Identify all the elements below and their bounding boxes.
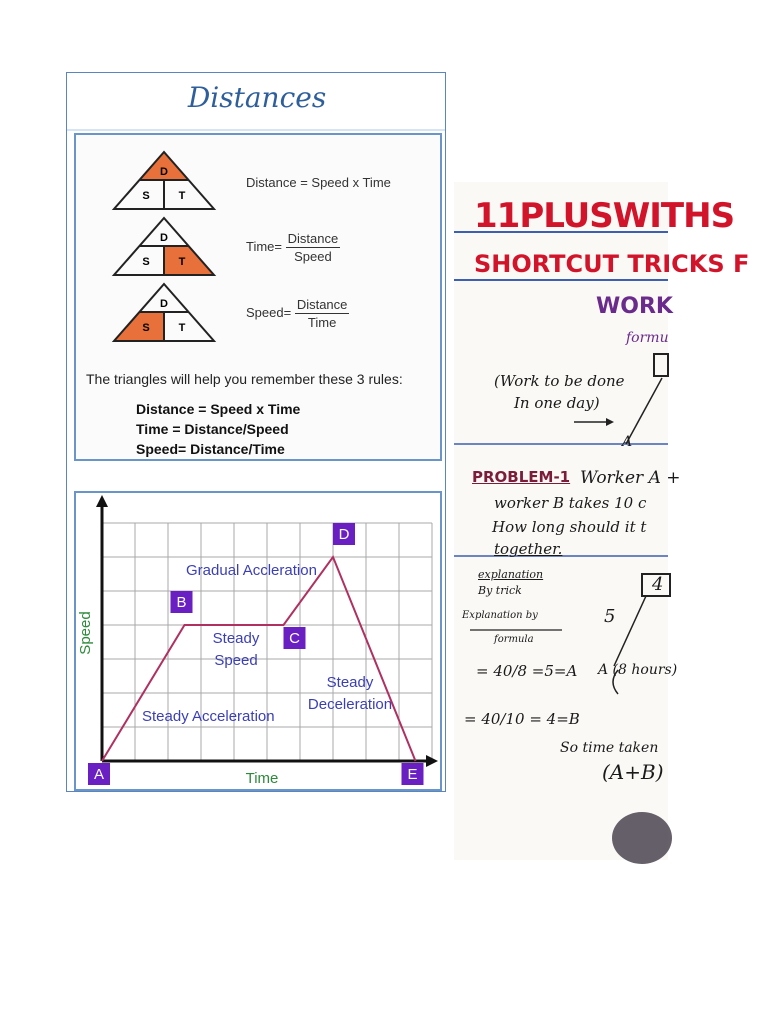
photo-expl3: Explanation by bbox=[462, 610, 538, 621]
photo-calc4: (A+B) bbox=[602, 760, 664, 784]
label-steady-decel-2: Deceleration bbox=[307, 696, 393, 713]
point-label-e bbox=[402, 763, 424, 785]
triangle-diagrams bbox=[114, 147, 224, 347]
tri1-right: T bbox=[178, 190, 186, 202]
point-label-c bbox=[284, 627, 306, 649]
triangle-distance bbox=[114, 152, 214, 209]
formula-time-den: Speed bbox=[294, 249, 332, 264]
graph-svg bbox=[76, 493, 440, 789]
formula-speed-num: Distance bbox=[296, 297, 348, 312]
photo-box-number: 4 bbox=[652, 574, 664, 595]
point-label-b bbox=[171, 591, 193, 613]
photo-note1: (Work to be done bbox=[494, 372, 625, 390]
photo-header: 11PLUSWITHS bbox=[474, 196, 735, 236]
formula-box bbox=[74, 133, 442, 461]
triangle-speed bbox=[114, 284, 214, 341]
formula-speed-den: Time bbox=[307, 315, 337, 330]
photo-calc1: = 40/8 =5=A bbox=[476, 662, 578, 680]
rule-speed: Speed= Distance/Time bbox=[136, 441, 285, 457]
photo-calc1-tail: A (8 hours) bbox=[598, 662, 678, 678]
tri2-left: S bbox=[142, 256, 150, 268]
tri1-top: D bbox=[160, 166, 168, 178]
photo-expl4: formula bbox=[494, 634, 534, 645]
photo-point-a: A bbox=[622, 434, 633, 450]
formula-time-num: Distance bbox=[287, 231, 339, 246]
formula-distance: Distance = Speed x Time bbox=[246, 175, 391, 190]
label-gradual-acceleration: Gradual Accleration bbox=[186, 562, 317, 579]
rules-intro: The triangles will help you remember these 3 rules: bbox=[86, 371, 403, 387]
triangle-time bbox=[114, 218, 214, 275]
photo-topic: WORK bbox=[596, 294, 673, 319]
tri1-left: S bbox=[142, 190, 150, 202]
label-steady-decel-1: Steady bbox=[326, 674, 374, 691]
point-letter: A bbox=[93, 766, 105, 783]
x-axis-label: Time bbox=[245, 770, 279, 787]
point-letter: C bbox=[289, 630, 300, 647]
point-label-a bbox=[88, 763, 110, 785]
tri3-right: T bbox=[178, 322, 186, 334]
tri3-left: S bbox=[142, 322, 150, 334]
y-axis-label: Speed bbox=[77, 611, 94, 655]
photo-problem-line1: Worker A + bbox=[580, 468, 681, 488]
graph-grid bbox=[102, 523, 432, 761]
photo-problem-label: PROBLEM-1 bbox=[472, 468, 571, 486]
tri2-right: T bbox=[178, 256, 186, 268]
formula-time bbox=[246, 231, 340, 264]
title-divider bbox=[67, 129, 445, 131]
y-axis-arrow bbox=[96, 495, 108, 507]
photo-subheader: SHORTCUT TRICKS F bbox=[474, 250, 750, 278]
point-letter: B bbox=[176, 594, 187, 611]
point-letter: E bbox=[407, 766, 418, 783]
distances-card bbox=[66, 72, 446, 792]
tri3-top: D bbox=[160, 298, 168, 310]
photo-problem-line2: worker B takes 10 c bbox=[494, 494, 647, 512]
photo-formula-label: formu bbox=[626, 330, 669, 346]
photo-calc3: So time taken bbox=[560, 740, 659, 756]
speed-time-graph bbox=[74, 491, 442, 791]
photo-expl2: By trick bbox=[478, 584, 522, 597]
rule-distance: Distance = Speed x Time bbox=[136, 401, 301, 417]
handwritten-notes-photo bbox=[454, 182, 750, 860]
photo-problem-line4: together. bbox=[494, 540, 563, 558]
photo-five: 5 bbox=[604, 606, 616, 627]
card-title: Distances bbox=[187, 81, 327, 114]
label-steady-acceleration: Steady Acceleration bbox=[142, 708, 275, 725]
formula-time-lhs: Time= bbox=[246, 238, 282, 254]
rule-time: Time = Distance/Speed bbox=[136, 421, 289, 437]
photo-calc2: = 40/10 = 4=B bbox=[464, 710, 580, 728]
label-steady-speed-1: Steady bbox=[212, 630, 260, 647]
photo-expl1: explanation bbox=[478, 568, 544, 581]
formula-speed bbox=[246, 297, 349, 330]
label-steady-speed-2: Speed bbox=[214, 652, 258, 669]
tri2-top: D bbox=[160, 232, 168, 244]
formula-speed-lhs: Speed= bbox=[246, 304, 292, 320]
point-label-d bbox=[333, 523, 355, 545]
photo-problem-line3: How long should it t bbox=[492, 518, 647, 536]
photo-note2: In one day) bbox=[514, 394, 600, 412]
point-letter: D bbox=[338, 526, 350, 543]
